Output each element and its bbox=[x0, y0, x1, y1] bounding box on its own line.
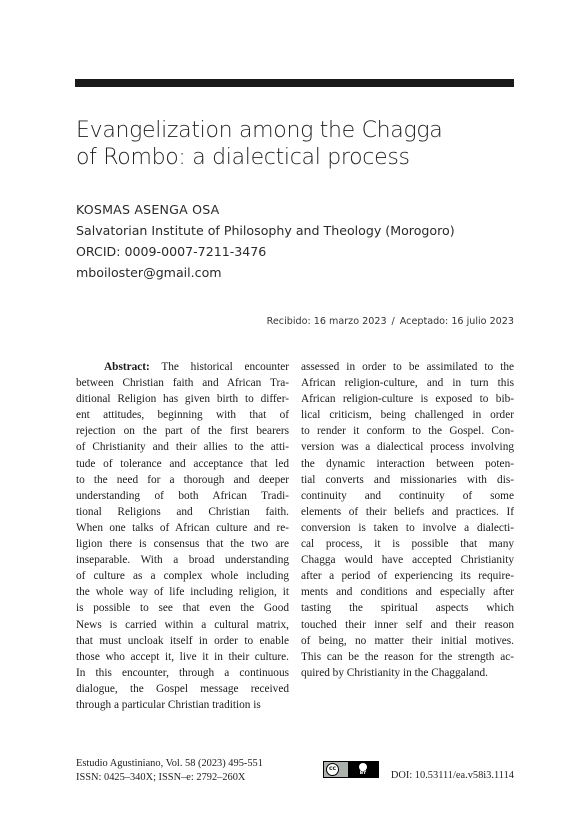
abstract-column-right bbox=[301, 359, 514, 681]
abstract-line: lical criticism, being challenged in order bbox=[301, 409, 514, 422]
abstract-line-text: The historical encounter bbox=[161, 361, 289, 373]
author-affiliation: Salvatorian Institute of Philosophy and Theology (Morogoro) bbox=[76, 223, 455, 238]
abstract-line: the whole way of life including religion, it bbox=[76, 586, 289, 599]
abstract-line: When one talks of African culture and re- bbox=[76, 521, 289, 534]
journal-footer bbox=[76, 757, 263, 784]
abstract-label: Abstract: bbox=[104, 361, 150, 373]
abstract-line bbox=[76, 359, 289, 375]
abstract-line: ligion there is consensus that the two are bbox=[76, 538, 289, 551]
abstract-line: elements of their beliefs and practices. If bbox=[301, 505, 514, 518]
title-line-1: Evangelization among the Chagga bbox=[76, 118, 443, 143]
author-email[interactable]: mboiloster@gmail.com bbox=[76, 265, 222, 280]
attribution-person-icon bbox=[359, 763, 367, 771]
article-title bbox=[76, 117, 516, 171]
abstract-line: African religion-culture, and in turn this bbox=[301, 377, 514, 390]
abstract-line: is possible to see that even the Good bbox=[76, 602, 289, 615]
abstract-line: In this encounter, through a continuous bbox=[76, 666, 289, 679]
by-label: BY bbox=[359, 771, 367, 776]
abstract-line: dialogue, the Gospel message received bbox=[76, 682, 289, 695]
author-orcid: ORCID: 0009-0007-7211-3476 bbox=[76, 244, 267, 259]
abstract-line: News is carried within a cultural matrix, bbox=[76, 618, 289, 631]
abstract-line: This can be the reason for the strength ac- bbox=[301, 650, 514, 663]
received-date: Recibido: 16 marzo 2023 bbox=[266, 316, 387, 327]
abstract-line: cal process, it is possible that many bbox=[301, 538, 514, 551]
abstract-line: Chagga would have accepted Christianity bbox=[301, 554, 514, 567]
abstract-line: ditional Religion has given birth to differ- bbox=[76, 393, 289, 406]
abstract-line: of culture as a complex whole including bbox=[76, 570, 289, 583]
abstract-line: quired by Christianity in the Chaggaland. bbox=[301, 666, 488, 679]
abstract-line: version was a dialectical process involving bbox=[301, 441, 514, 454]
abstract-line: the dynamic interaction between poten- bbox=[301, 457, 514, 470]
doi-link[interactable]: DOI: 10.53111/ea.v58i3.1114 bbox=[390, 770, 514, 781]
abstract-line: that must uncloak itself in order to enable bbox=[76, 634, 289, 647]
header-rule bbox=[75, 79, 514, 87]
cc-icon: cc bbox=[326, 763, 339, 776]
abstract-line: to the need for a thorough and deeper bbox=[76, 473, 289, 486]
abstract-line: through a particular Christian tradition is bbox=[76, 698, 261, 711]
abstract-line: tude of tolerance and acceptance that led bbox=[76, 457, 289, 470]
submission-dates bbox=[267, 316, 514, 327]
abstract-line: continuity and continuity of some bbox=[301, 489, 514, 502]
abstract-line: those who accept it, live it in their culture. bbox=[76, 650, 289, 663]
by-icon bbox=[348, 762, 378, 777]
title-line-2: of Rombo: a dialectical process bbox=[76, 145, 410, 170]
abstract-line: between Christian faith and African Tra- bbox=[76, 377, 289, 390]
abstract-line: tasting the spiritual aspects which bbox=[301, 602, 514, 615]
abstract-line: tial converts and missionaries with dis- bbox=[301, 473, 514, 486]
abstract-column-left bbox=[76, 359, 289, 713]
abstract-line: ments and conditions and especially after bbox=[301, 586, 514, 599]
accepted-date: Aceptado: 16 julio 2023 bbox=[399, 316, 514, 327]
abstract-line: rejection on the part of the first bearers bbox=[76, 425, 289, 438]
abstract-line: touched their inner self and their reason bbox=[301, 618, 514, 631]
cc-by-license-icon[interactable] bbox=[323, 761, 379, 778]
abstract-line: African religion-culture is exposed to bib- bbox=[301, 393, 514, 406]
abstract-line: to render it conform to the Gospel. Con- bbox=[301, 425, 514, 438]
journal-citation: Estudio Agustiniano, Vol. 58 (2023) 495-551 bbox=[76, 758, 263, 769]
abstract-line: after a period of experiencing its require- bbox=[301, 570, 514, 583]
abstract-line: of Christianity and their allies to the atti- bbox=[76, 441, 289, 454]
abstract-line: conversion is taken to involve a dialecti- bbox=[301, 521, 514, 534]
abstract-line: inseparable. With a broad understanding bbox=[76, 554, 289, 567]
journal-issn: ISSN: 0425–340X; ISSN–e: 2792–260X bbox=[76, 771, 246, 783]
abstract-line: tional Religions and Christian faith. bbox=[76, 505, 289, 518]
abstract-line: understanding of both African Tradi- bbox=[76, 489, 289, 502]
abstract-line: of being, no matter their initial motives. bbox=[301, 634, 514, 647]
abstract-line: assessed in order to be assimilated to the bbox=[301, 361, 514, 373]
author-name: KOSMAS ASENGA OSA bbox=[76, 202, 220, 217]
abstract-line: ent attitudes, beginning with that of bbox=[76, 409, 289, 422]
author-block bbox=[76, 199, 516, 283]
date-separator: / bbox=[391, 316, 395, 327]
